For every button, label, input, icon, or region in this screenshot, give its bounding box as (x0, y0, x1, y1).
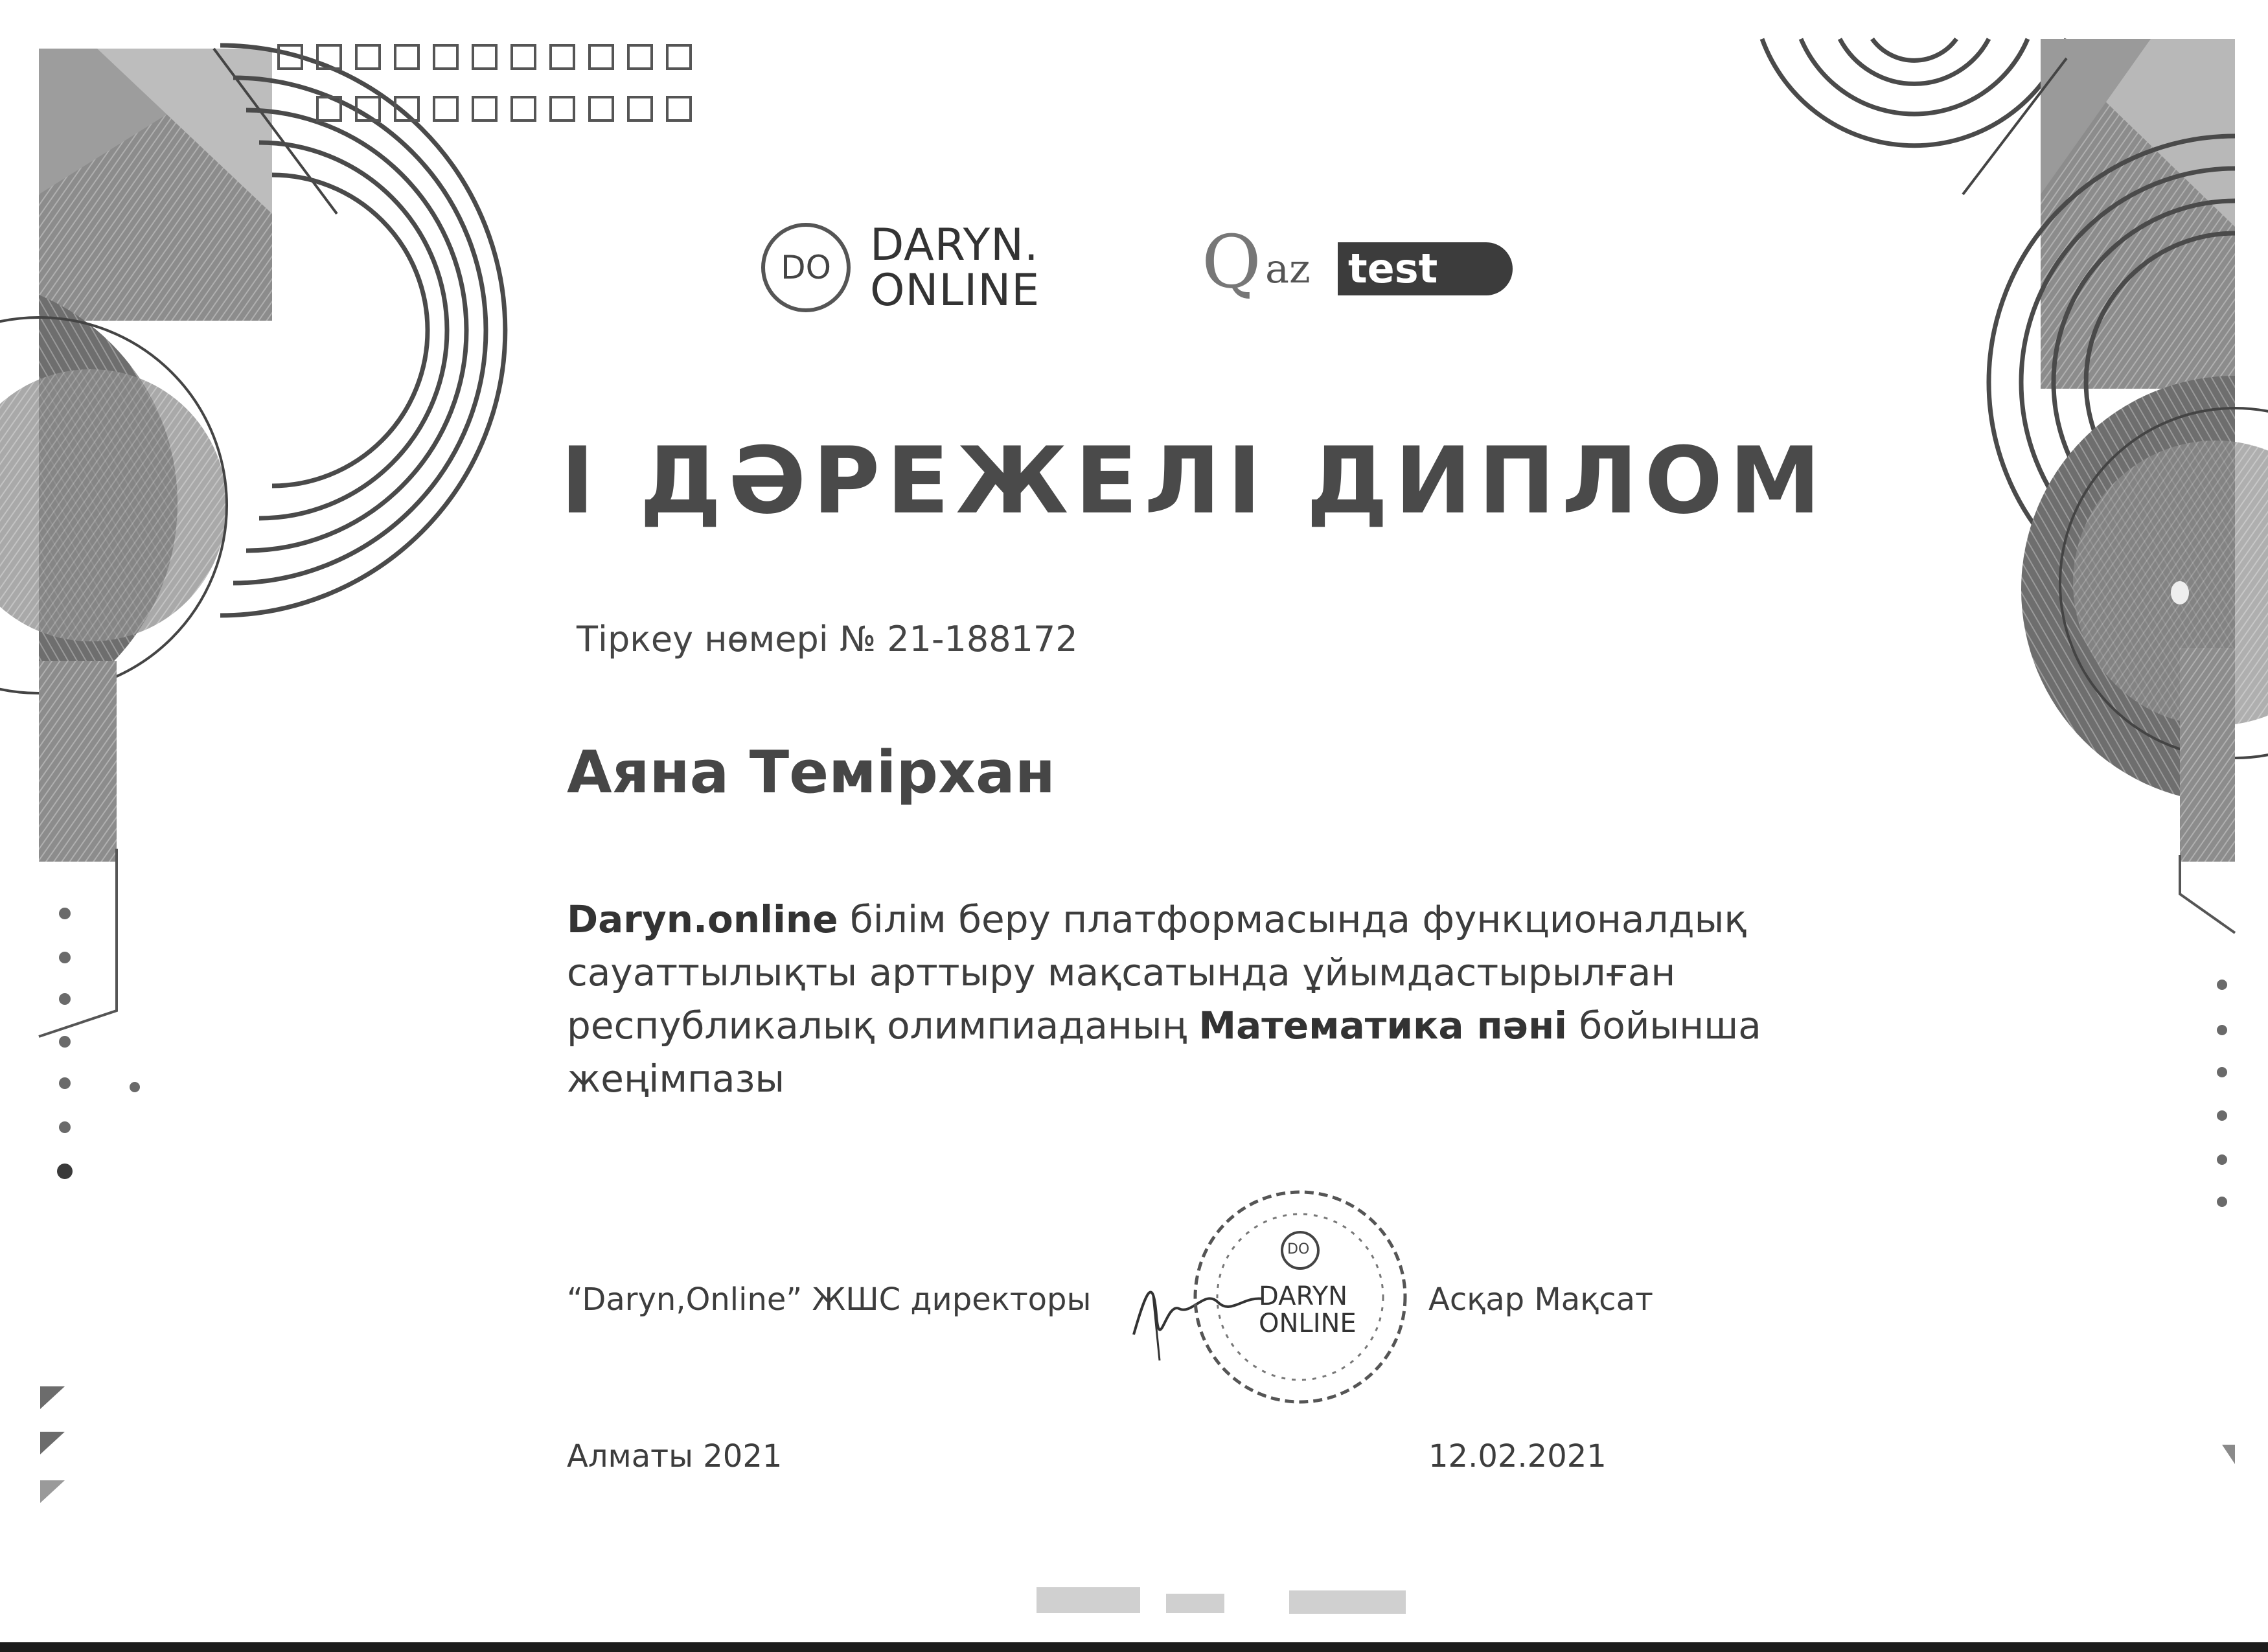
bottom-smudges (1037, 1587, 1406, 1614)
daryn-mark: DO (761, 223, 851, 312)
body-text-part2: бойынша жеңімпазы (567, 1004, 1761, 1101)
body-text-part1: білім беру платформасында функционалдық сауаттылықты арттыру мақсатында ұйымдастырылған республикалық олимпиаданың (567, 897, 1747, 1048)
registration-number: Тіркеу нөмері № 21-188172 (577, 619, 1078, 660)
stamp-line2: ONLINE (1259, 1309, 1357, 1338)
left-half-disc (0, 295, 227, 713)
recipient-name: Аяна Темірхан (567, 739, 1055, 807)
qaztest-logo (1202, 220, 1513, 311)
daryn-logo-line2: ONLINE (870, 265, 1040, 316)
diploma-title: I ДӘРЕЖЕЛІ ДИПЛОМ (560, 428, 1827, 534)
daryn-online-logo (761, 220, 1085, 317)
city-year: Алматы 2021 (567, 1438, 783, 1474)
right-top-decor (1963, 39, 2235, 389)
official-stamp (1189, 1186, 1412, 1409)
director-label: “Daryn,Online” ЖШС директоры (567, 1281, 1092, 1318)
top-squares (279, 45, 691, 120)
platform-name: Daryn.online (567, 897, 838, 941)
left-dots (57, 908, 140, 1179)
right-top-arcs (1762, 39, 2067, 146)
subject-name: Математика пәні (1198, 1004, 1568, 1048)
right-bottom-mark (2222, 1445, 2235, 1464)
qaztest-q: Q (1202, 220, 1261, 304)
left-triangles (40, 1386, 65, 1503)
diploma-body (567, 893, 1953, 1105)
stamp-mark: DO (1287, 1241, 1310, 1257)
stamp-line1: DARYN (1259, 1281, 1348, 1311)
qaztest-test: test (1338, 242, 1513, 295)
right-mid-block (2180, 648, 2235, 933)
scan-edge (0, 1642, 2268, 1652)
issue-date: 12.02.2021 (1428, 1438, 1607, 1474)
daryn-logo-line1: DARYN. (870, 220, 1039, 271)
right-dots (2217, 980, 2227, 1207)
director-name: Асқар Мақсат (1428, 1281, 1653, 1318)
left-mid-block (39, 661, 117, 1037)
qaztest-az: az (1265, 245, 1311, 292)
left-top-decor (39, 49, 337, 321)
